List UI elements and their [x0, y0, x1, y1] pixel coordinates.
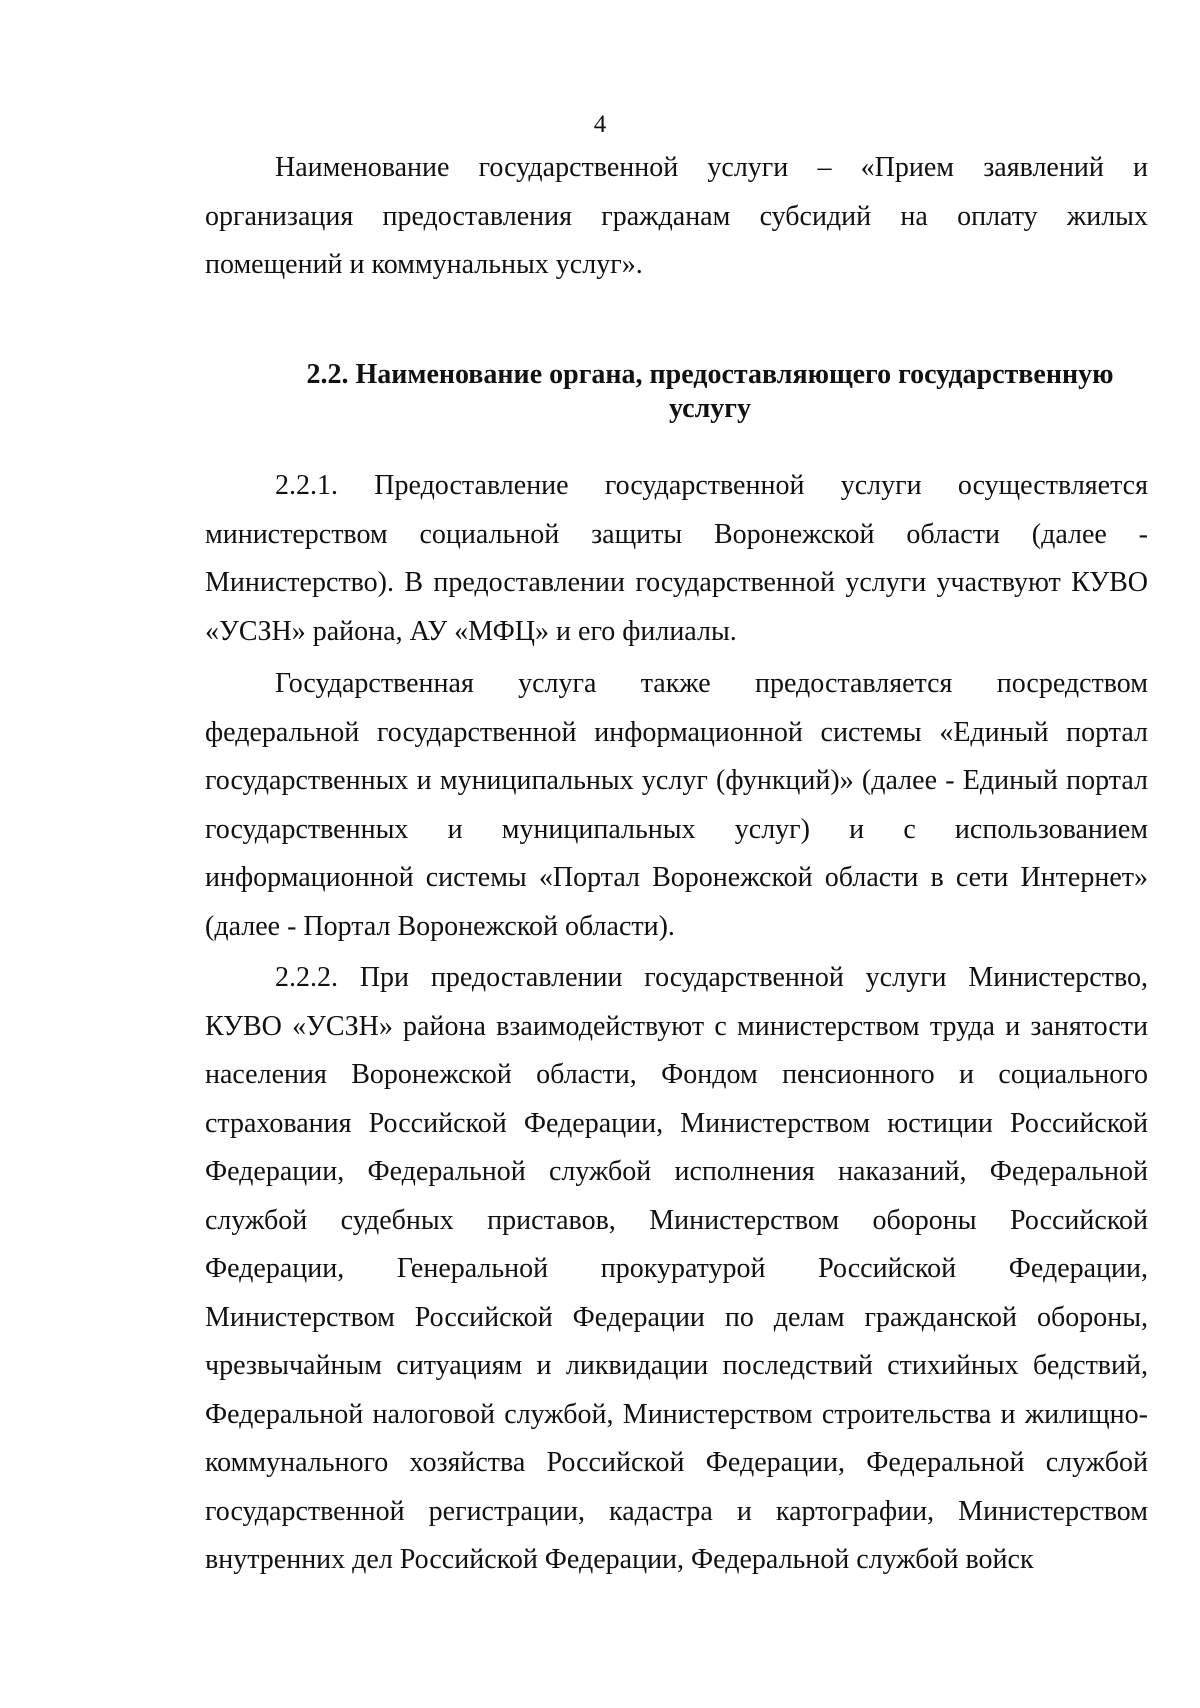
service-name-paragraph: Наименование государственной услуги – «Прием заявлений и организация предоставления гражданам субсидий на оплату жилых помещений и коммунальных услуг». [205, 152, 1148, 280]
paragraph-2-2-2: 2.2.2. При предоставлении государственной услуги Министерство, КУВО «УСЗН» района взаимодействуют с министерством труда и занятости населения Воронежской области, Фондом пенсионного и социального страхования Российской Федерации, Министерством юстиции Российской Федерации, Федеральной службой исполнения наказаний, Федеральной службой судебных приставов, Министерством обороны Российской Федерации, Генеральной прокуратурой Российской Федерации, Министерством Российской Федерации по делам гражданской обороны, чрезвычайным ситуациям и ликвидации последствий стихийных бедствий, Федеральной налоговой службой, Министерством строительства и жилищно-коммунального хозяйства Российской Федерации, Федеральной службой государственной регистрации, кадастра и картографии, Министерством внутренних дел Российской Федерации, Федеральной службой войск [205, 962, 1148, 1575]
paragraph-2-2-1: 2.2.1. Предоставление государственной услуги осуществляется министерством социальной защиты Воронежской области (далее - Министерство). В предоставлении государственной услуги участвуют КУВО «УСЗН» района, АУ «МФЦ» и его филиалы. [205, 470, 1148, 647]
paragraph-portal: Государственная услуга также предоставляется посредством федеральной государственной информационной системы «Единый портал государственных и муниципальных услуг (функций)» (далее - Единый портал государственных и муниципальных услуг) и с использованием информационной системы «Портал Воронежской области в сети Интернет» (далее - Портал Воронежской области). [205, 668, 1148, 942]
section-heading: 2.2. Наименование органа, предоставляющего государственную услугу [306, 359, 1114, 424]
page-number: 4 [593, 111, 607, 138]
